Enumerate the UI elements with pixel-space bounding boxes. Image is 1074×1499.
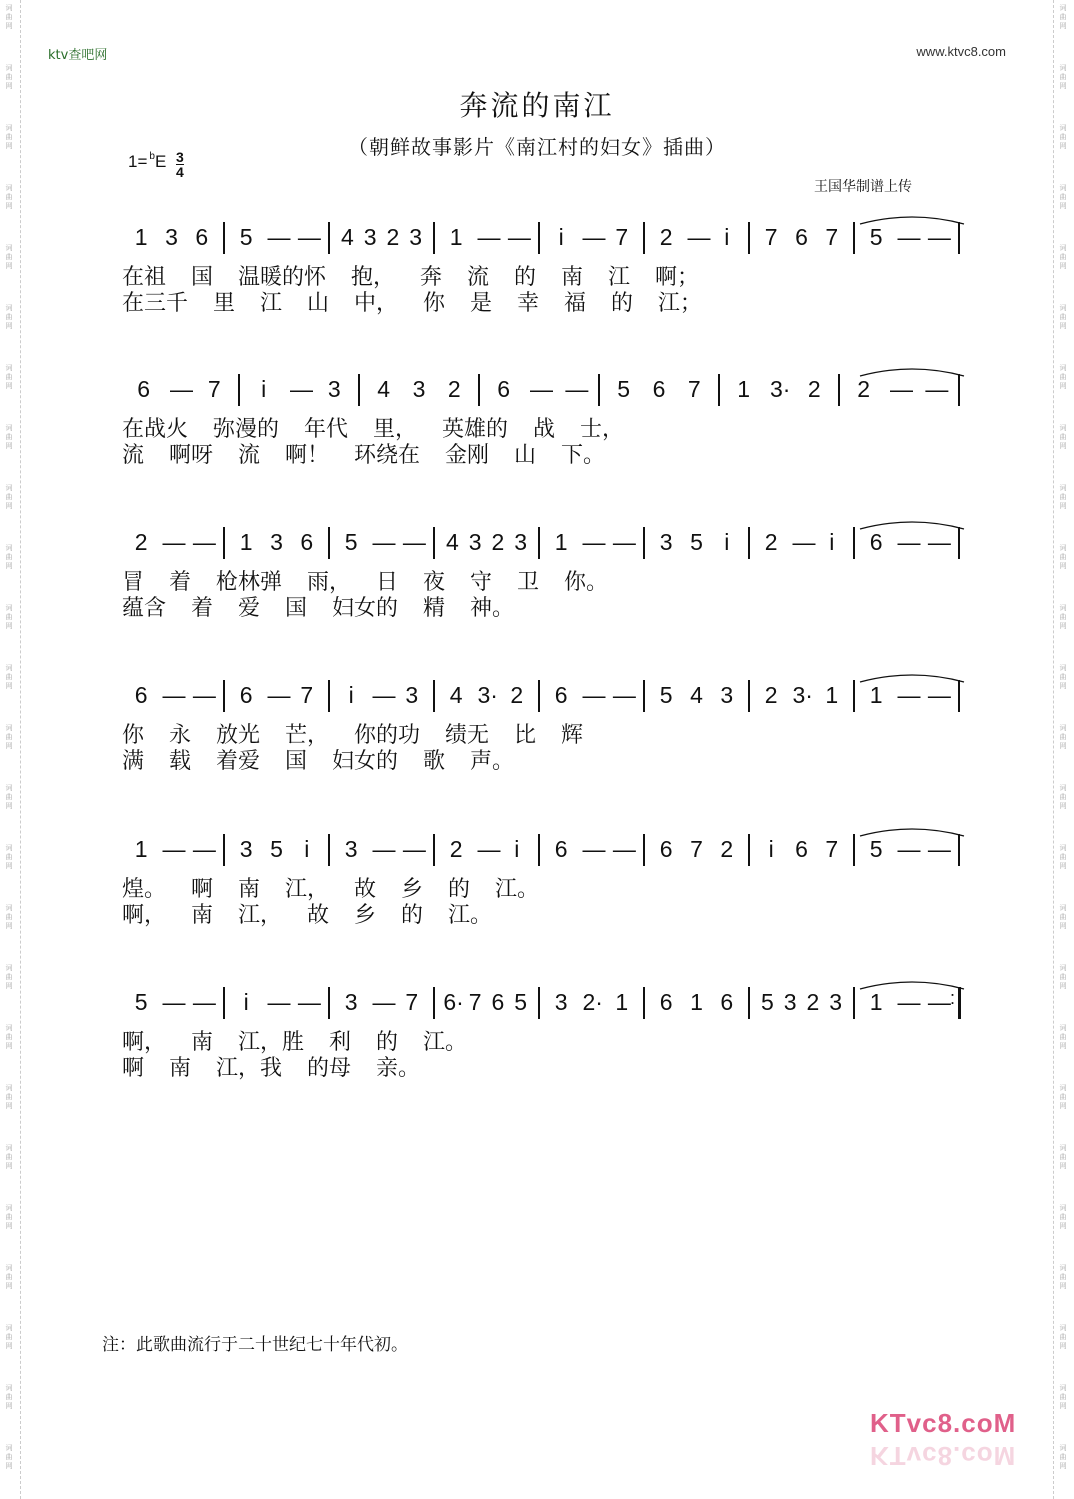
margin-watermark: 词 曲 网 bbox=[1059, 1264, 1067, 1290]
note-symbol: i bbox=[768, 836, 774, 862]
note-symbol: 1 bbox=[737, 376, 751, 402]
margin-watermark: 词 曲 网 bbox=[5, 1384, 13, 1410]
repeat-dots: : bbox=[950, 988, 956, 1008]
margin-watermark: 词 曲 网 bbox=[5, 484, 13, 510]
note-symbol: 2 bbox=[764, 529, 778, 555]
slur-marks bbox=[0, 820, 1074, 840]
note-symbol: 3 bbox=[405, 682, 419, 708]
slur bbox=[860, 369, 964, 376]
margin-watermark: 词 曲 网 bbox=[1059, 1444, 1067, 1470]
meter-top: 3 bbox=[176, 149, 184, 165]
note-symbol: — bbox=[297, 224, 321, 250]
margin-watermark: 词 曲 网 bbox=[5, 1024, 13, 1050]
slur bbox=[860, 522, 964, 529]
note-symbol: — bbox=[267, 989, 291, 1015]
site-name-left[interactable]: ktv查吧网 bbox=[48, 48, 108, 63]
note-symbol: 6 bbox=[239, 682, 253, 708]
note-symbol: — bbox=[192, 989, 216, 1015]
margin-watermark: 词 曲 网 bbox=[5, 1444, 13, 1470]
note-symbol: 7 bbox=[615, 224, 629, 250]
margin-watermark: 词 曲 网 bbox=[1059, 1024, 1067, 1050]
note-symbol: 3 bbox=[468, 529, 482, 555]
note-symbol: 3 bbox=[659, 529, 673, 555]
key-prefix: 1= bbox=[128, 152, 148, 171]
slur bbox=[860, 829, 964, 836]
lyrics-text: 在战火 弥漫的 年代 里， 英雄的 战 士， bbox=[122, 417, 624, 442]
note-symbol: — bbox=[927, 224, 951, 250]
note-symbol: 2 bbox=[491, 529, 505, 555]
note-symbol: — bbox=[290, 376, 313, 402]
margin-watermark: 词 曲 网 bbox=[1059, 544, 1067, 570]
slur-marks bbox=[0, 666, 1074, 686]
note-symbol: — bbox=[927, 682, 951, 708]
margin-watermark: 词 曲 网 bbox=[5, 604, 13, 630]
note-symbol: — bbox=[162, 529, 186, 555]
margin-watermark: 词 曲 网 bbox=[5, 1084, 13, 1110]
margin-watermark: 词 曲 网 bbox=[1059, 964, 1067, 990]
note-symbol: 3 bbox=[554, 989, 568, 1015]
note-symbol: i bbox=[724, 529, 730, 555]
note-symbol: 1 bbox=[554, 529, 568, 555]
slur-marks bbox=[0, 208, 1074, 228]
margin-watermark: 词 曲 网 bbox=[1059, 664, 1067, 690]
note-symbol: — bbox=[162, 682, 186, 708]
margin-watermark: 词 曲 网 bbox=[5, 904, 13, 930]
lyrics-text: 在三千 里 江 山 中， 你 是 幸 福 的 江； bbox=[122, 291, 702, 316]
note-symbol: 2 bbox=[659, 224, 673, 250]
note-symbol: 3 bbox=[270, 529, 283, 555]
lyrics-text: 冒 着 枪林弹 雨， 日 夜 守 卫 你。 bbox=[122, 570, 608, 595]
note-symbol: — bbox=[297, 989, 321, 1015]
note-symbol: 4 bbox=[340, 224, 354, 250]
margin-watermark: 词 曲 网 bbox=[1059, 724, 1067, 750]
key-note: E bbox=[154, 152, 167, 171]
note-symbol: 1 bbox=[869, 989, 883, 1015]
note-symbol: 5 bbox=[344, 529, 358, 555]
note-symbol: 5 bbox=[134, 989, 148, 1015]
note-symbol: 5 bbox=[760, 989, 774, 1015]
meter-bottom: 4 bbox=[176, 164, 184, 180]
note-symbol: — bbox=[897, 836, 921, 862]
note-symbol: — bbox=[927, 989, 951, 1015]
time-signature bbox=[176, 150, 184, 179]
note-symbol: — bbox=[927, 836, 951, 862]
note-symbol: 7 bbox=[690, 836, 703, 862]
note-symbol: 5 bbox=[869, 224, 883, 250]
note-symbol: 3 bbox=[165, 224, 178, 250]
note-symbol: 6 bbox=[137, 376, 151, 402]
note-symbol: 5 bbox=[617, 376, 631, 402]
margin-watermark: 词 曲 网 bbox=[1059, 904, 1067, 930]
margin-watermark: 词 曲 网 bbox=[5, 1324, 13, 1350]
margin-watermark: 词 曲 网 bbox=[5, 184, 13, 210]
note-symbol: — bbox=[897, 224, 921, 250]
note-symbol: 6 bbox=[497, 376, 511, 402]
note-symbol: 6 bbox=[195, 224, 209, 250]
note-symbol: — bbox=[162, 836, 186, 862]
note-symbol: — bbox=[372, 682, 396, 708]
note-symbol: — bbox=[402, 836, 426, 862]
slur-marks bbox=[0, 513, 1074, 533]
margin-watermark: 词 曲 网 bbox=[1059, 844, 1067, 870]
lyrics-text: 蕴含 着 爱 国 妇女的 精 神。 bbox=[122, 596, 514, 621]
note-symbol: 3 bbox=[344, 989, 358, 1015]
note-symbol: — bbox=[612, 836, 636, 862]
slur bbox=[860, 982, 964, 989]
note-symbol: i bbox=[724, 224, 730, 250]
note-symbol: 1 bbox=[134, 836, 148, 862]
note-symbol: 1 bbox=[690, 989, 703, 1015]
note-symbol: 1 bbox=[134, 224, 148, 250]
ktvc8-logo: KTvc8.coM bbox=[870, 1408, 1017, 1438]
note-symbol: — bbox=[372, 836, 396, 862]
note-symbol: 6 bbox=[795, 224, 808, 250]
margin-watermark: 词 曲 网 bbox=[5, 1204, 13, 1230]
footnote: 注：此歌曲流行于二十世纪七十年代初。 bbox=[102, 1335, 408, 1355]
margin-watermark: 词 曲 网 bbox=[1059, 244, 1067, 270]
lyrics-text: 啊， 南 江， 故 乡 的 江。 bbox=[122, 903, 492, 928]
note-symbol: 3 bbox=[783, 989, 797, 1015]
note-symbol: 2 bbox=[807, 376, 821, 402]
slur-marks bbox=[0, 973, 1074, 993]
margin-watermark: 词 曲 网 bbox=[1059, 1144, 1067, 1170]
note-symbol: — bbox=[477, 836, 501, 862]
note-symbol: 3 bbox=[409, 224, 423, 250]
lyrics-text: 流 啊呀 流 啊！ 环绕在 金刚 山 下。 bbox=[122, 443, 605, 468]
margin-watermark: 词 曲 网 bbox=[1059, 1204, 1067, 1230]
note-symbol: — bbox=[372, 989, 396, 1015]
note-symbol: 6 bbox=[869, 529, 883, 555]
key-signature bbox=[128, 152, 166, 172]
margin-watermark: 词 曲 网 bbox=[5, 964, 13, 990]
margin-watermark: 词 曲 网 bbox=[5, 424, 13, 450]
note-symbol: 1 bbox=[825, 682, 839, 708]
note-symbol: 4 bbox=[377, 376, 391, 402]
note-symbol: 6 bbox=[300, 529, 314, 555]
note-symbol: 5 bbox=[869, 836, 883, 862]
note-symbol: 6 bbox=[659, 836, 673, 862]
song-subtitle: （朝鲜故事影片《南江村的妇女》插曲） bbox=[348, 135, 726, 159]
note-symbol: 3 bbox=[327, 376, 341, 402]
note-symbol: 2 bbox=[134, 529, 148, 555]
margin-watermark: 词 曲 网 bbox=[5, 1264, 13, 1290]
margin-watermark: 词 曲 网 bbox=[1059, 784, 1067, 810]
flat-sign: b bbox=[149, 151, 155, 162]
margin-watermark: 词 曲 网 bbox=[1059, 484, 1067, 510]
note-symbol: 6 bbox=[795, 836, 808, 862]
note-symbol: 6 bbox=[554, 682, 568, 708]
note-symbol: 5 bbox=[659, 682, 673, 708]
note-symbol: 4 bbox=[449, 682, 463, 708]
margin-watermark: 词 曲 网 bbox=[1059, 364, 1067, 390]
margin-watermark: 词 曲 网 bbox=[1059, 304, 1067, 330]
note-symbol: — bbox=[890, 376, 913, 402]
note-symbol: 3 bbox=[412, 376, 426, 402]
note-symbol: — bbox=[530, 376, 553, 402]
slur bbox=[860, 217, 964, 224]
note-symbol: 5 bbox=[514, 989, 528, 1015]
note-symbol: — bbox=[582, 836, 606, 862]
margin-watermark: 词 曲 网 bbox=[1059, 1324, 1067, 1350]
note-symbol: 3 bbox=[363, 224, 377, 250]
note-symbol: 2· bbox=[582, 989, 603, 1015]
note-symbol: 7 bbox=[468, 989, 482, 1015]
margin-watermark: 词 曲 网 bbox=[5, 724, 13, 750]
margin-watermark: 词 曲 网 bbox=[5, 844, 13, 870]
margin-watermark: 词 曲 网 bbox=[1059, 1384, 1067, 1410]
slur-marks bbox=[0, 360, 1074, 380]
note-symbol: 5 bbox=[690, 529, 703, 555]
note-symbol: — bbox=[192, 682, 216, 708]
margin-watermark: 词 曲 网 bbox=[1059, 604, 1067, 630]
note-symbol: 3 bbox=[344, 836, 358, 862]
note-symbol: — bbox=[170, 376, 193, 402]
note-symbol: 7 bbox=[825, 836, 839, 862]
note-symbol: 2 bbox=[857, 376, 871, 402]
note-symbol: 2 bbox=[386, 224, 400, 250]
margin-watermark: 词 曲 网 bbox=[5, 124, 13, 150]
margin-watermark: 词 曲 网 bbox=[1059, 64, 1067, 90]
note-symbol: 1 bbox=[869, 682, 883, 708]
note-symbol: 7 bbox=[405, 989, 419, 1015]
note-symbol: 6 bbox=[134, 682, 148, 708]
song-title: 奔流的南江 bbox=[459, 89, 615, 122]
note-symbol: 6 bbox=[720, 989, 734, 1015]
note-symbol: 6 bbox=[491, 989, 505, 1015]
margin-watermark: 词 曲 网 bbox=[5, 544, 13, 570]
note-symbol: 2 bbox=[764, 682, 778, 708]
margin-watermark: 词 曲 网 bbox=[1059, 424, 1067, 450]
note-symbol: 3 bbox=[720, 682, 734, 708]
note-symbol: 3 bbox=[514, 529, 528, 555]
note-symbol: — bbox=[192, 529, 216, 555]
margin-watermark: 词 曲 网 bbox=[5, 664, 13, 690]
margin-watermark: 词 曲 网 bbox=[1059, 1084, 1067, 1110]
note-symbol: 2 bbox=[447, 376, 461, 402]
note-symbol: 1 bbox=[615, 989, 629, 1015]
note-symbol: — bbox=[612, 682, 636, 708]
note-symbol: 2 bbox=[720, 836, 734, 862]
note-symbol: i bbox=[304, 836, 310, 862]
transcriber-credit: 王国华制谱上传 bbox=[814, 179, 912, 195]
note-symbol: i bbox=[348, 682, 354, 708]
note-symbol: 5 bbox=[270, 836, 283, 862]
lyrics-text: 在祖 国 温暖的怀 抱， 奔 流 的 南 江 啊； bbox=[122, 265, 699, 290]
note-symbol: 6 bbox=[554, 836, 568, 862]
note-symbol: — bbox=[477, 224, 501, 250]
note-symbol: — bbox=[687, 224, 711, 250]
note-symbol: — bbox=[507, 224, 531, 250]
note-symbol: 6 bbox=[659, 989, 673, 1015]
note-symbol: 6· bbox=[443, 989, 464, 1015]
margin-watermark: 词 曲 网 bbox=[5, 1144, 13, 1170]
note-symbol: — bbox=[897, 682, 921, 708]
margin-watermark: 词 曲 网 bbox=[5, 784, 13, 810]
note-symbol: i bbox=[514, 836, 520, 862]
note-symbol: 7 bbox=[300, 682, 314, 708]
note-symbol: 4 bbox=[690, 682, 703, 708]
note-symbol: 3· bbox=[477, 682, 498, 708]
note-symbol: 3· bbox=[770, 376, 791, 402]
note-symbol: — bbox=[792, 529, 816, 555]
note-symbol: 7 bbox=[825, 224, 839, 250]
note-symbol: — bbox=[897, 989, 921, 1015]
note-symbol: i bbox=[558, 224, 564, 250]
note-symbol: 3 bbox=[829, 989, 843, 1015]
lyrics-text: 啊 南 江，我 的母 亲。 bbox=[122, 1056, 420, 1081]
note-symbol: — bbox=[927, 529, 951, 555]
note-symbol: — bbox=[582, 682, 606, 708]
note-symbol: — bbox=[897, 529, 921, 555]
margin-watermark: 词 曲 网 bbox=[1059, 124, 1067, 150]
note-symbol: i bbox=[243, 989, 249, 1015]
note-symbol: 7 bbox=[207, 376, 221, 402]
note-symbol: 6 bbox=[652, 376, 666, 402]
note-symbol: 1 bbox=[449, 224, 463, 250]
note-symbol: — bbox=[925, 376, 949, 402]
margin-watermark: 词 曲 网 bbox=[1059, 184, 1067, 210]
note-symbol: 4 bbox=[445, 529, 459, 555]
margin-watermark: 词 曲 网 bbox=[1059, 4, 1067, 30]
note-symbol: i bbox=[261, 376, 267, 402]
slur bbox=[860, 675, 964, 682]
note-symbol: — bbox=[372, 529, 396, 555]
note-symbol: — bbox=[402, 529, 426, 555]
note-symbol: — bbox=[162, 989, 186, 1015]
note-symbol: — bbox=[565, 376, 589, 402]
margin-watermark: 词 曲 网 bbox=[5, 244, 13, 270]
note-symbol: — bbox=[582, 529, 606, 555]
note-symbol: 2 bbox=[510, 682, 524, 708]
note-symbol: 7 bbox=[764, 224, 778, 250]
note-symbol: 2 bbox=[449, 836, 463, 862]
margin-watermark: 词 曲 网 bbox=[5, 4, 13, 30]
lyrics-text: 你 永 放光 芒， 你的功 绩无 比 辉 bbox=[122, 723, 583, 748]
lyrics-text: 煌。 啊 南 江， 故 乡 的 江。 bbox=[122, 877, 539, 902]
note-symbol: 3· bbox=[792, 682, 813, 708]
note-symbol: — bbox=[267, 224, 291, 250]
note-symbol: 5 bbox=[239, 224, 253, 250]
note-symbol: — bbox=[582, 224, 606, 250]
margin-watermark: 词 曲 网 bbox=[5, 364, 13, 390]
margin-watermark: 词 曲 网 bbox=[5, 64, 13, 90]
note-symbol: — bbox=[612, 529, 636, 555]
note-symbol: — bbox=[267, 682, 291, 708]
note-symbol: 7 bbox=[687, 376, 701, 402]
logo-reflection: KTvc8.coM bbox=[870, 1441, 1017, 1471]
note-symbol: i bbox=[829, 529, 835, 555]
note-symbol: 1 bbox=[239, 529, 253, 555]
site-url-right[interactable]: www.ktvc8.com bbox=[916, 44, 1006, 59]
lyrics-text: 满 载 着爱 国 妇女的 歌 声。 bbox=[122, 749, 514, 774]
margin-watermark: 词 曲 网 bbox=[5, 304, 13, 330]
note-symbol: — bbox=[192, 836, 216, 862]
lyrics-text: 啊， 南 江，胜 利 的 江。 bbox=[122, 1030, 467, 1055]
note-symbol: 3 bbox=[239, 836, 253, 862]
note-symbol: 2 bbox=[806, 989, 820, 1015]
